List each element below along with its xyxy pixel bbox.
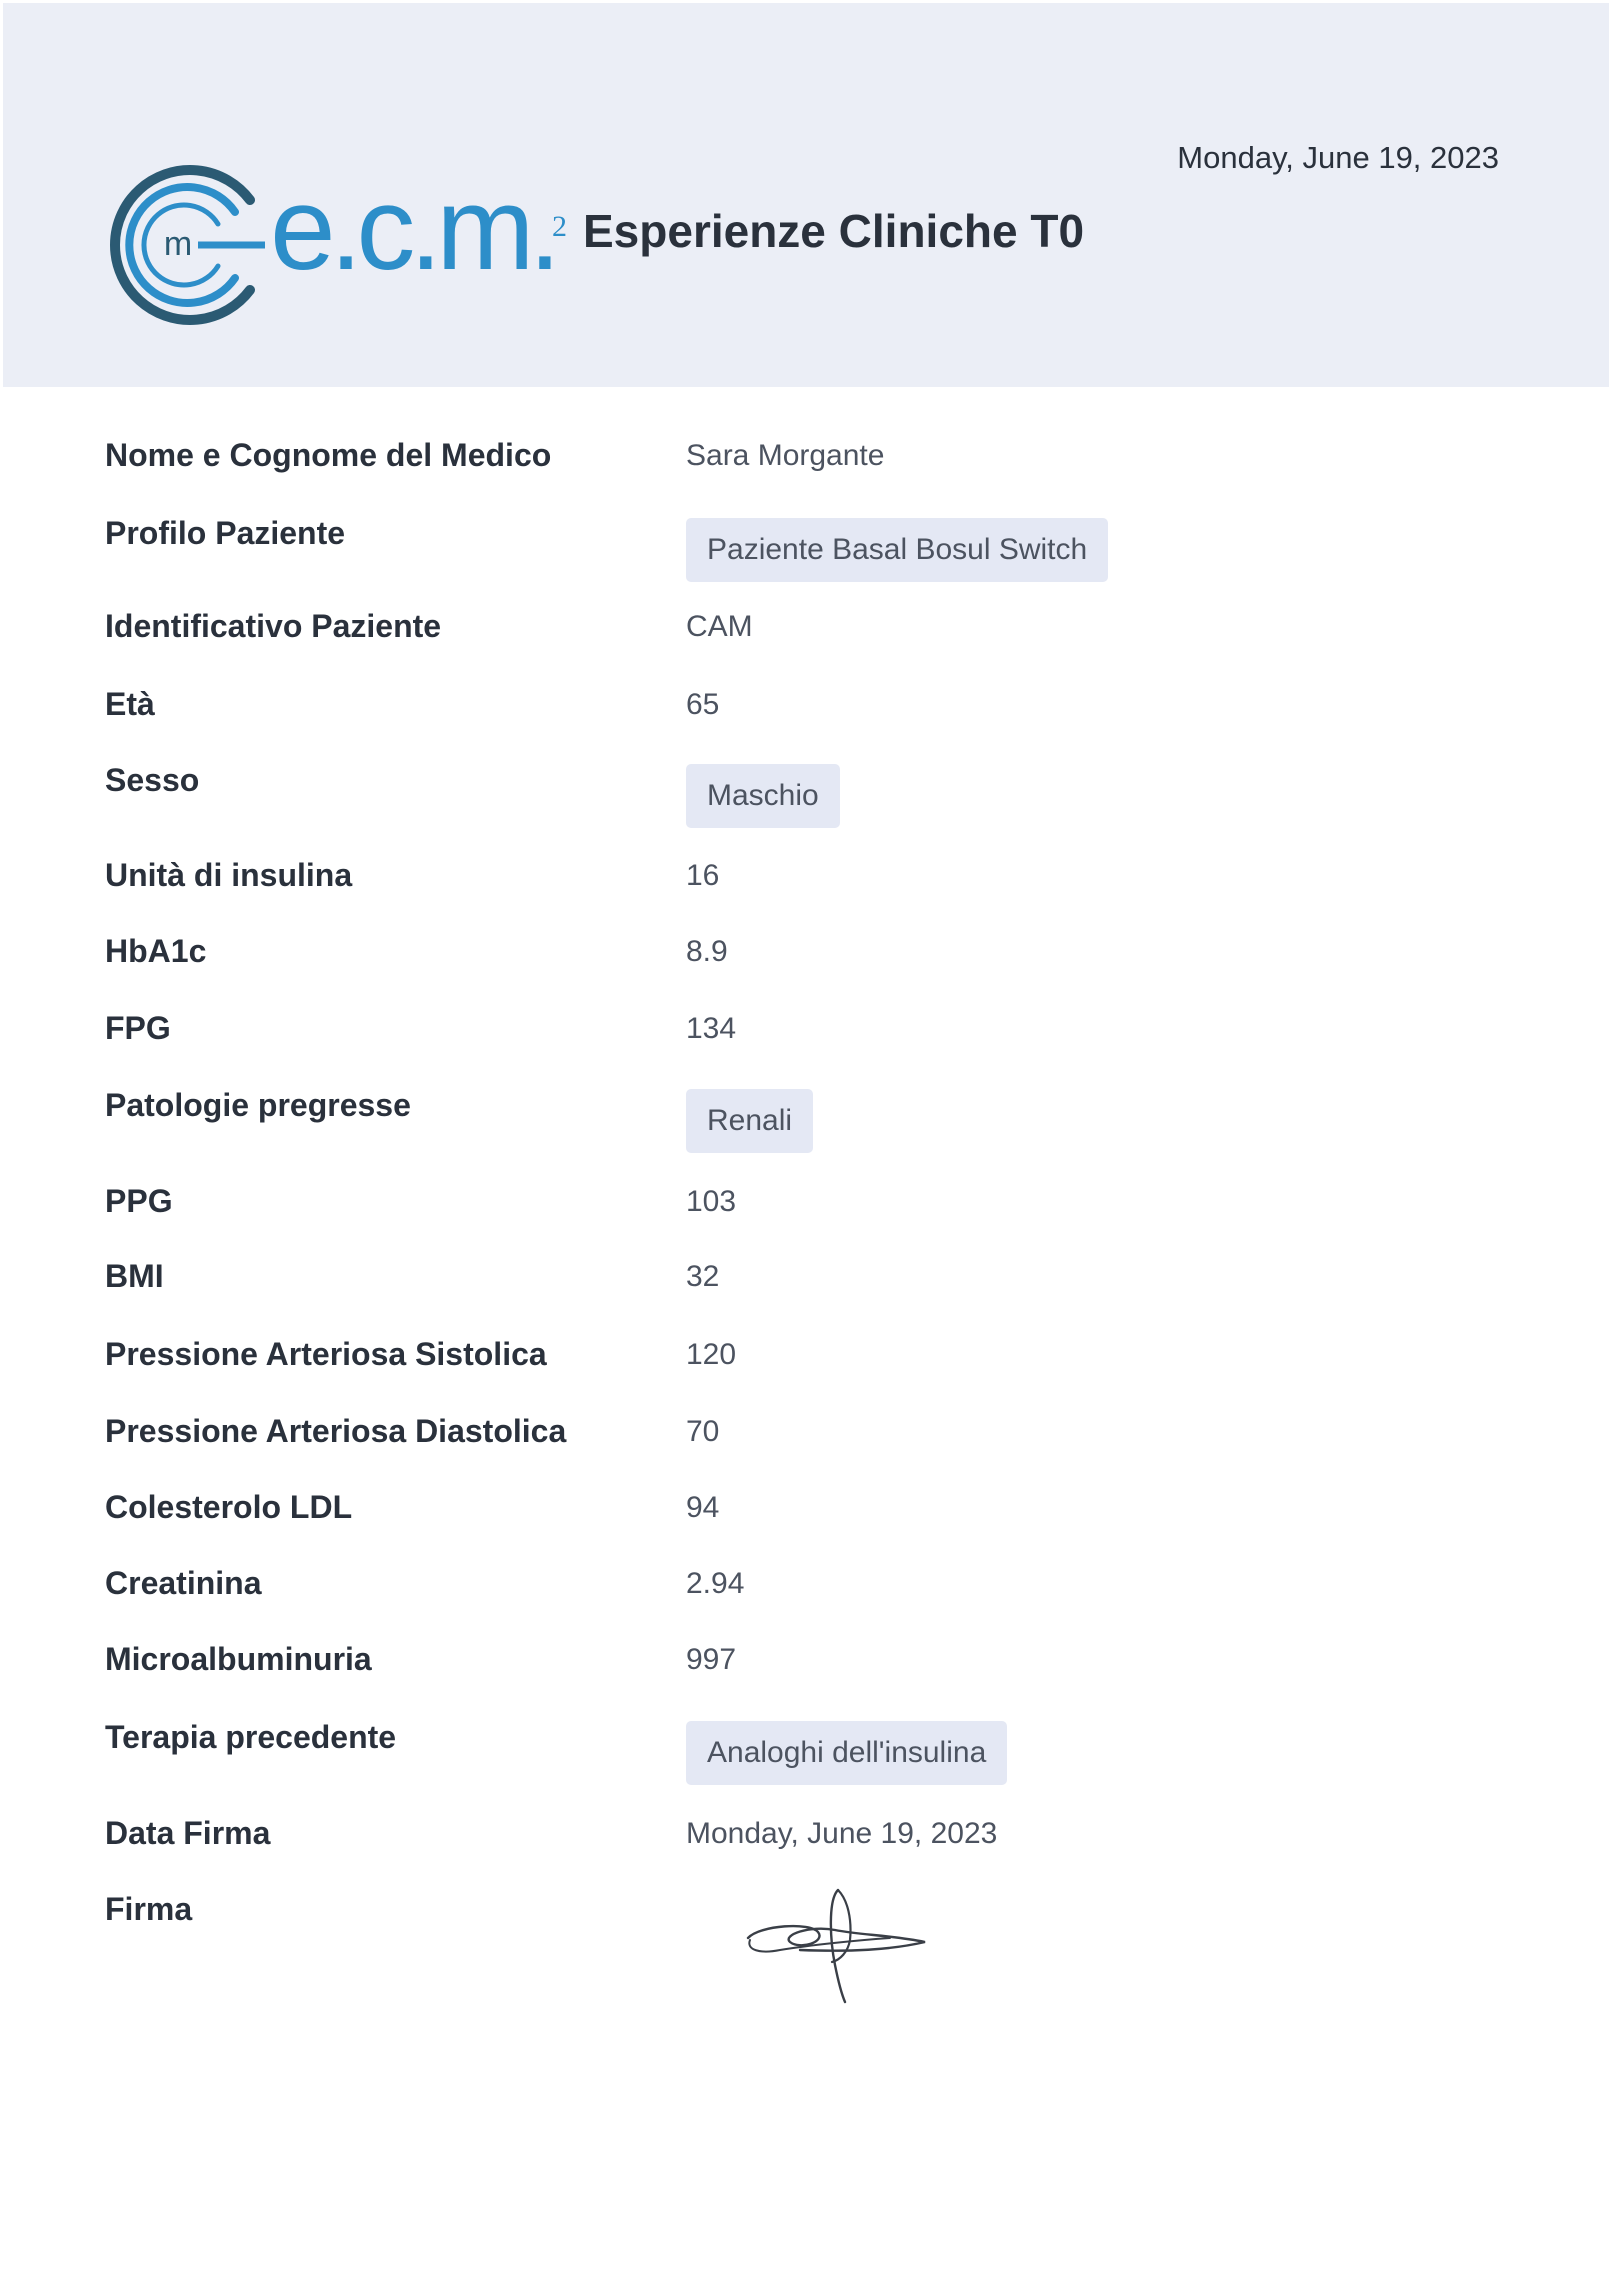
field-chip: Renali xyxy=(686,1089,813,1153)
field-label: Pressione Arteriosa Diastolica xyxy=(105,1413,567,1449)
field-value: 16 xyxy=(686,859,720,892)
field-label: Età xyxy=(105,686,155,722)
logo-monogram: m xyxy=(163,225,193,263)
ecm-logo-mark-icon xyxy=(100,160,270,330)
field-label: Nome e Cognome del Medico xyxy=(105,437,552,473)
signature-image xyxy=(740,1880,940,2010)
field-value: 103 xyxy=(686,1185,737,1218)
field-value: 120 xyxy=(686,1338,737,1371)
field-label: Pressione Arteriosa Sistolica xyxy=(105,1336,547,1372)
logo-superscript: 2 xyxy=(552,210,567,243)
field-label: Colesterolo LDL xyxy=(105,1489,353,1525)
ecm-logo xyxy=(100,160,580,330)
field-label: Unità di insulina xyxy=(105,857,353,893)
logo-wordmark: e.c.m. xyxy=(270,163,556,295)
field-label: Data Firma xyxy=(105,1815,271,1851)
field-label: Sesso xyxy=(105,762,200,798)
field-value: CAM xyxy=(686,610,753,643)
field-value: 997 xyxy=(686,1643,737,1676)
field-chip: Paziente Basal Bosul Switch xyxy=(686,518,1108,582)
field-chip: Analoghi dell'insulina xyxy=(686,1721,1007,1785)
field-label: HbA1c xyxy=(105,933,207,969)
field-label: Terapia precedente xyxy=(105,1719,397,1755)
field-value: 32 xyxy=(686,1260,720,1293)
field-label: Creatinina xyxy=(105,1565,262,1601)
field-value: 70 xyxy=(686,1415,720,1448)
field-label: Identificativo Paziente xyxy=(105,608,442,644)
field-value: 65 xyxy=(686,688,720,721)
field-value: 8.9 xyxy=(686,935,728,968)
field-value: 94 xyxy=(686,1491,720,1524)
field-value: Sara Morgante xyxy=(686,439,885,472)
page-title: Esperienze Cliniche T0 xyxy=(583,205,1085,257)
field-label: Microalbuminuria xyxy=(105,1641,372,1677)
field-label: BMI xyxy=(105,1258,164,1294)
field-label: Profilo Paziente xyxy=(105,515,346,551)
field-value: 134 xyxy=(686,1012,737,1045)
field-label: Patologie pregresse xyxy=(105,1087,411,1123)
field-label: Firma xyxy=(105,1891,193,1927)
field-label: FPG xyxy=(105,1010,171,1046)
field-value: Monday, June 19, 2023 xyxy=(686,1817,998,1850)
field-value: 2.94 xyxy=(686,1567,745,1600)
field-chip: Maschio xyxy=(686,764,840,828)
header-date: Monday, June 19, 2023 xyxy=(1177,140,1499,175)
field-label: PPG xyxy=(105,1183,173,1219)
